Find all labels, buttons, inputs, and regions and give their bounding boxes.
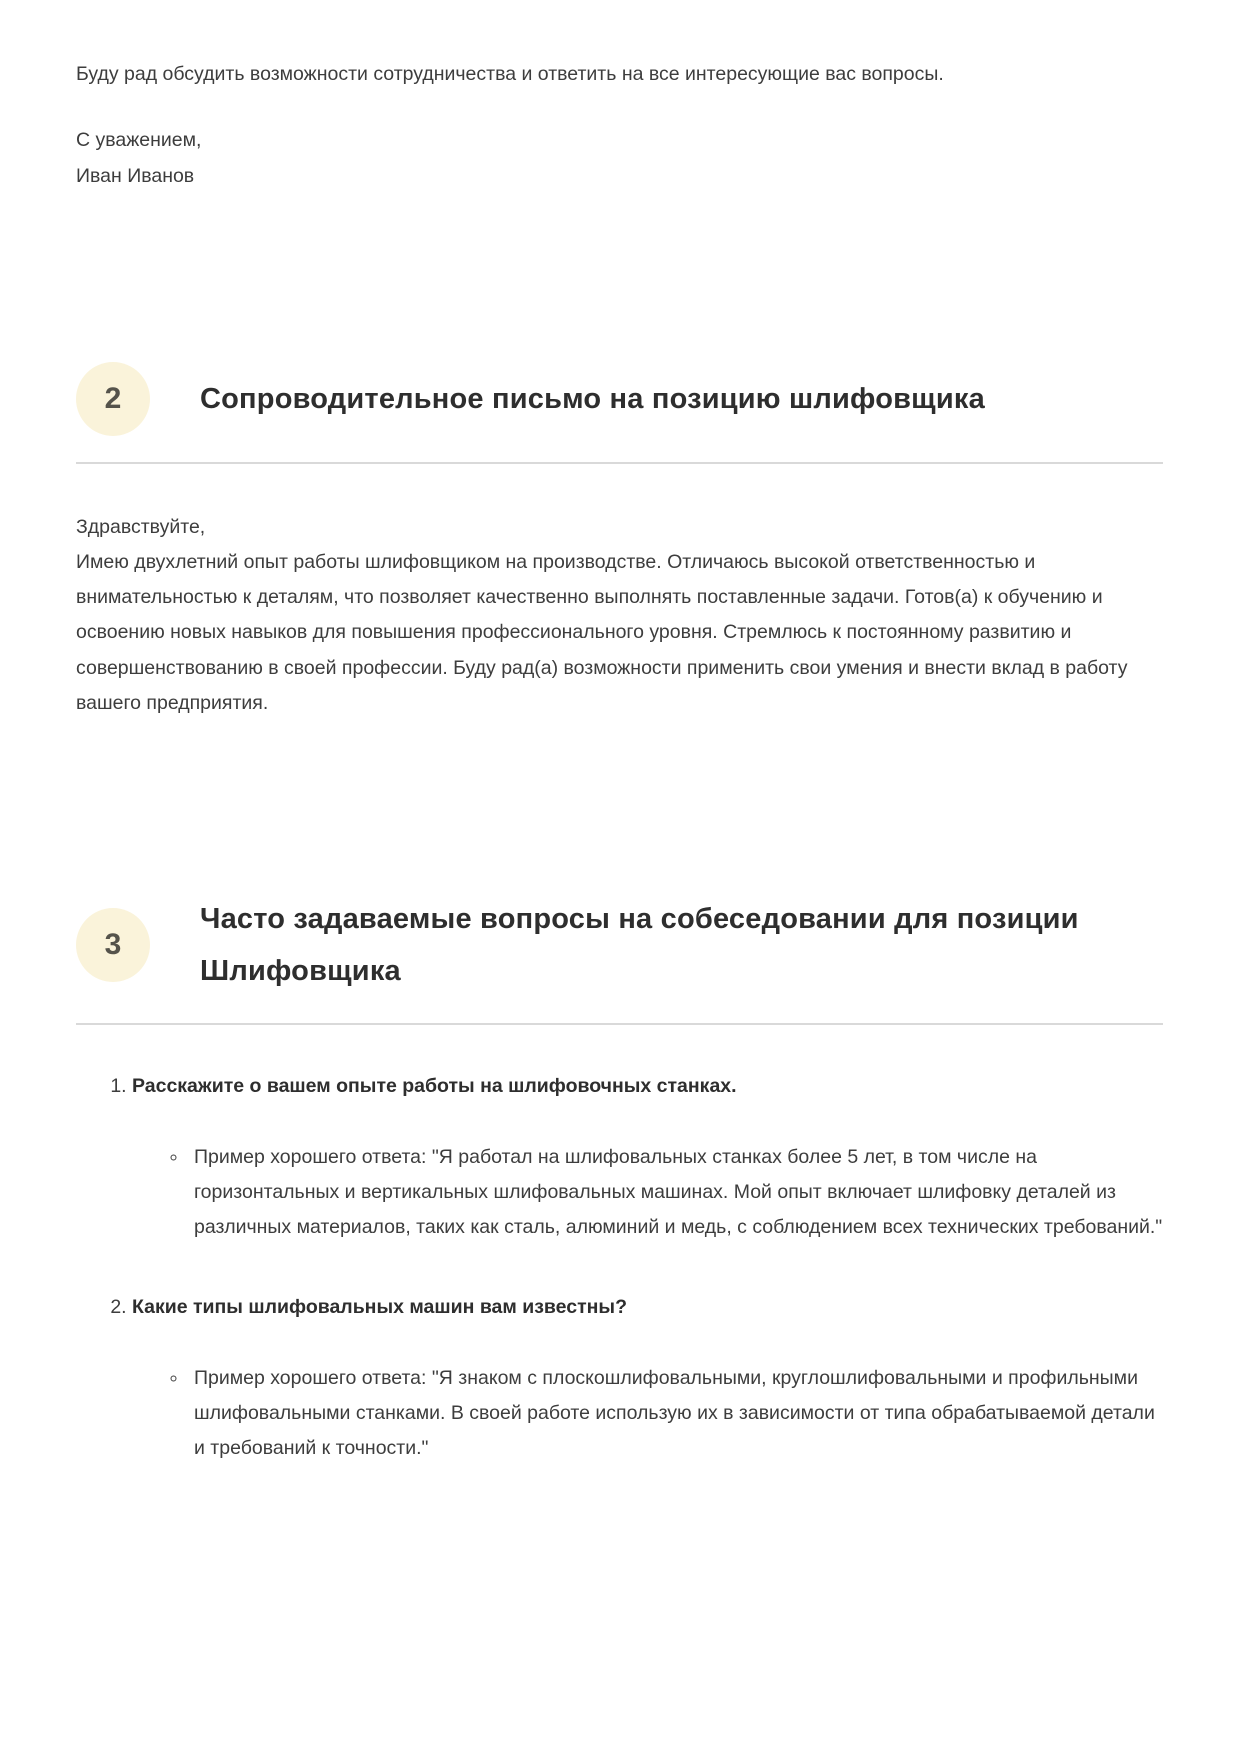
section-3-number-badge: 3 [76, 908, 150, 982]
faq-answer-list [132, 1140, 1163, 1245]
section-2-number-badge: 2 [76, 362, 150, 436]
faq-question: Расскажите о вашем опыте работы на шлифовочных станках. [132, 1075, 737, 1098]
faq-question: Какие типы шлифовальных машин вам известны? [132, 1295, 627, 1318]
section-3-header [76, 893, 1163, 997]
faq-answer: ◦ Пример хорошего ответа: "Я знаком с плоскошлифовальными, круглошлифовальными и профильными шлифовальными станками. В своей работе использую их в зависимости от типа обрабатываемой детали и требований к точности." [188, 1361, 1163, 1466]
faq-list [76, 1069, 1163, 1466]
section-3-title: Часто задаваемые вопросы на собеседовании для позиции Шлифовщика [200, 902, 1079, 987]
faq-answer: ◦ Пример хорошего ответа: "Я работал на шлифовальных станках более 5 лет, в том числе на горизонтальных и вертикальных шлифовальных машинах. Мой опыт включает шлифовку деталей из различных материалов, таких как сталь, алюминий и медь, с соблюдением всех технических требований." [188, 1140, 1163, 1245]
cover-letter-greeting: Здравствуйте, [76, 516, 206, 539]
faq-answer-list [132, 1361, 1163, 1466]
faq-item [132, 1069, 1163, 1245]
section-2-title: Сопроводительное письмо на позицию шлифовщика [200, 383, 985, 416]
faq-item [132, 1290, 1163, 1466]
signature-name: Иван Иванов [76, 165, 195, 188]
closing-paragraph: Буду рад обсудить возможности сотрудничества и ответить на все интересующие вас вопросы. [76, 63, 944, 85]
cover-letter-text: Имею двухлетний опыт работы шлифовщиком на производстве. Отличаюсь высокой ответственностью и внимательностью к деталям, что позволяет качественно выполнять поставленные задачи. Готов(а) к обучению и освоению новых навыков для повышения профессионального уровня. Стремлюсь к постоянному развитию и совершенствованию в своей профессии. Буду рад(а) возможности применить свои умения и внести вклад в работу вашего предприятия. [76, 551, 1128, 714]
section-2-divider [76, 462, 1163, 464]
section-2-header [76, 362, 1163, 436]
signature-salutation: С уважением, [76, 129, 202, 152]
section-3-divider [76, 1023, 1163, 1025]
section-2-body [76, 510, 1163, 721]
signature-block [76, 122, 1163, 194]
